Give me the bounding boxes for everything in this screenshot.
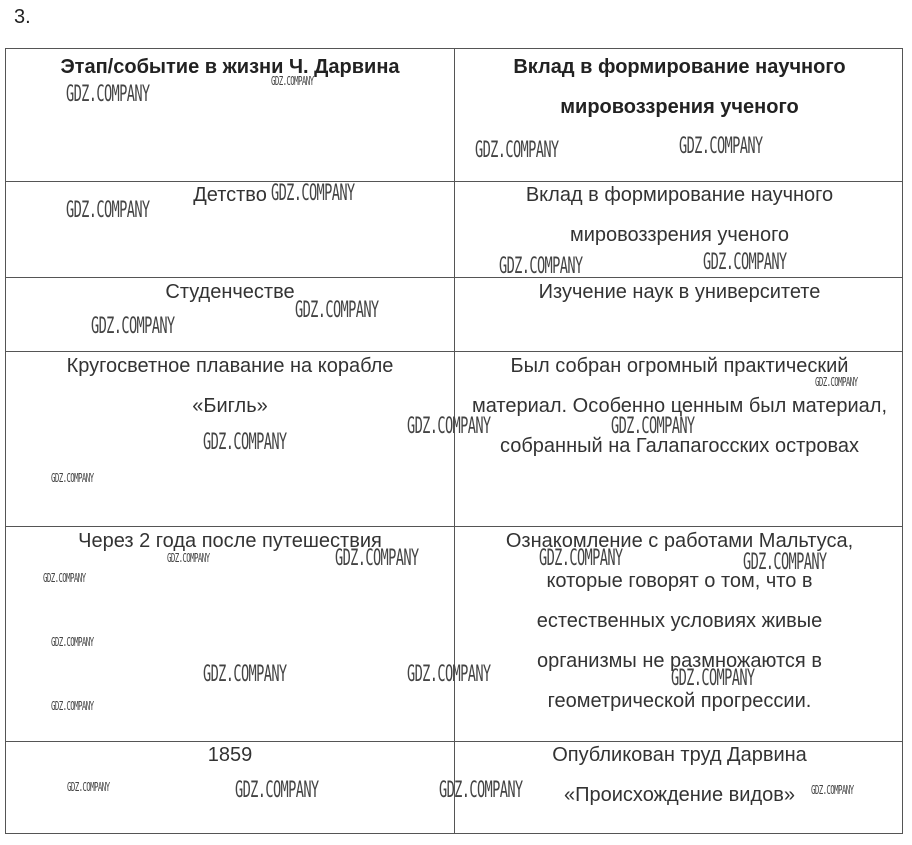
watermark: GDZ.COMPANY — [811, 783, 854, 797]
watermark: GDZ.COMPANY — [703, 250, 787, 275]
watermark: GDZ.COMPANY — [539, 546, 623, 571]
watermark: GDZ.COMPANY — [203, 430, 287, 455]
watermark: GDZ.COMPANY — [335, 546, 419, 571]
watermark: GDZ.COMPANY — [671, 666, 755, 691]
task-number: 3. — [14, 6, 31, 28]
watermark: GDZ.COMPANY — [167, 551, 210, 565]
watermark: GDZ.COMPANY — [43, 571, 86, 585]
row-3-contribution: Был собран огромный практический материал. Особенно ценным был материал, собранный на Галапагосских островах — [471, 355, 888, 457]
watermark: GDZ.COMPANY — [407, 414, 491, 439]
row-4-contribution: Ознакомление с работами Мальтуса, которые говорят о том, что в естественных условиях живые организмы не размножаются в геометрической прогрессии. — [505, 530, 854, 712]
watermark: GDZ.COMPANY — [66, 198, 150, 223]
watermark: GDZ.COMPANY — [91, 314, 175, 339]
watermark: GDZ.COMPANY — [203, 662, 287, 687]
row-1-contribution: Вклад в формирование научного мировоззрения ученого — [525, 184, 834, 246]
watermark: GDZ.COMPANY — [235, 778, 319, 803]
watermark: GDZ.COMPANY — [295, 298, 379, 323]
watermark: GDZ.COMPANY — [475, 138, 559, 163]
row-2-contribution: Изучение наук в университете — [538, 281, 821, 303]
watermark: GDZ.COMPANY — [51, 699, 94, 713]
row-5-stage: 1859 — [207, 744, 253, 766]
row-5-contribution: Опубликован труд Дарвина «Происхождение видов» — [552, 744, 807, 806]
row-2-stage: Студенчестве — [165, 281, 295, 303]
watermark: GDZ.COMPANY — [815, 375, 858, 389]
watermark: GDZ.COMPANY — [679, 134, 763, 159]
darwin-table — [5, 48, 903, 834]
header-stage: Этап/событие в жизни Ч. Дарвина — [60, 56, 400, 78]
watermark: GDZ.COMPANY — [611, 414, 695, 439]
header-contribution: Вклад в формирование научного мировоззрения ученого — [513, 56, 846, 118]
row-3-stage: Кругосветное плавание на корабле «Бигль» — [66, 355, 394, 417]
watermark: GDZ.COMPANY — [439, 778, 523, 803]
watermark: GDZ.COMPANY — [271, 74, 314, 88]
watermark: GDZ.COMPANY — [51, 471, 94, 485]
watermark: GDZ.COMPANY — [67, 780, 110, 794]
row-4-stage: Через 2 года после путешествия — [78, 530, 382, 552]
watermark: GDZ.COMPANY — [51, 635, 94, 649]
watermark: GDZ.COMPANY — [499, 254, 583, 279]
watermark: GDZ.COMPANY — [743, 550, 827, 575]
watermark: GDZ.COMPANY — [407, 662, 491, 687]
row-1-stage: Детство — [193, 184, 267, 206]
watermark: GDZ.COMPANY — [271, 181, 355, 206]
watermark: GDZ.COMPANY — [66, 82, 150, 107]
